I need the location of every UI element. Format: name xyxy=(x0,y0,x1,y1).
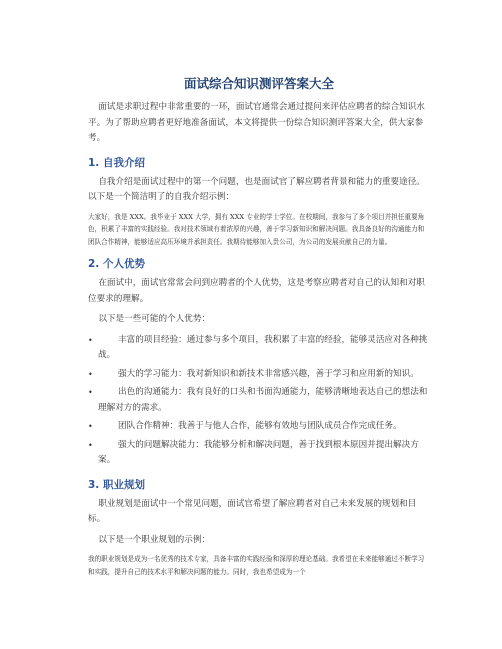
section-heading-self-introduction: 1. 自我介绍 xyxy=(88,156,145,169)
section-2-list-intro: 以下是一些可能的个人优势： xyxy=(98,314,211,324)
list-item xyxy=(88,333,430,364)
document-title: 面试综合知识测评答案大全 xyxy=(183,76,334,91)
document-page xyxy=(88,76,430,582)
bullet-icon: • xyxy=(88,440,93,450)
self-introduction-sample: 大家好，我是 XXX。我毕业于 XXX 大学，拥有 XXX 专业的学士学位。在校期间，我参与了多个项目并担任重要角色，积累了丰富的实践经验。我对技术领域有着浓厚的兴趣，善于学习新知识和解决问题。我具备良好的沟通能力和团队合作精神，能够适应高压环境并承担责任。我期待能够加入贵公司，为公司的发展贡献自己的力量。 xyxy=(88,212,425,246)
intro-paragraph: 面试是求职过程中非常重要的一环，面试官通常会通过提问来评估应聘者的综合知识水平。为了帮助应聘者更好地准备面试，本文将提供一份综合知识测评答案大全，供大家参考。 xyxy=(88,102,425,143)
section-1-paragraph: 自我介绍是面试过程中的第一个问题，也是面试官了解应聘者背景和能力的重要途径。以下是一个简洁明了的自我介绍示例： xyxy=(88,176,425,202)
strengths-list xyxy=(88,333,430,469)
section-3-list-intro: 以下是一个职业规划的示例： xyxy=(98,534,211,545)
list-item-text: 团队合作精神：我善于与他人合作，能够有效地与团队成员合作完成任务。 xyxy=(118,421,402,431)
bullet-icon: • xyxy=(88,388,93,397)
list-item xyxy=(88,438,430,469)
bullet-icon: • xyxy=(88,335,93,345)
list-item xyxy=(88,385,430,416)
section-3-paragraph: 职业规划是面试中一个常见问题，面试官希望了解应聘者对自己未来发展的规划和目标。 xyxy=(88,498,417,524)
section-2-paragraph: 在面试中，面试官常常会问到应聘者的个人优势，这是考察应聘者对自己的认知和对职位要求的理解。 xyxy=(88,278,425,304)
list-item xyxy=(88,367,430,383)
list-item xyxy=(88,419,430,435)
bullet-icon: • xyxy=(88,422,93,431)
list-item-text: 出色的沟通能力：我有良好的口头和书面沟通能力，能够清晰地表达自己的想法和理解对方的需求。 xyxy=(98,387,428,413)
list-item-text: 强大的学习能力：我对新知识和新技术非常感兴趣，善于学习和应用新的知识。 xyxy=(118,368,419,379)
career-plan-sample: 我的职业规划是成为一名优秀的技术专家，具备丰富的实践经验和深厚的理论基础。我希望在未来能够通过不断学习和实践，提升自己的技术水平和解决问题的能力。同时，我也希望成为一个 xyxy=(88,555,425,576)
bullet-icon: • xyxy=(88,369,93,379)
list-item-text: 强大的问题解决能力：我能够分析和解决问题，善于找到根本原因并提出解决方案。 xyxy=(98,439,419,465)
section-heading-personal-strengths: 2. 个人优势 xyxy=(88,258,145,270)
section-heading-career-planning: 3. 职业规划 xyxy=(88,478,145,491)
list-item-text: 丰富的项目经验：通过参与多个项目，我积累了丰富的经验，能够灵活应对各种挑战。 xyxy=(98,334,428,360)
